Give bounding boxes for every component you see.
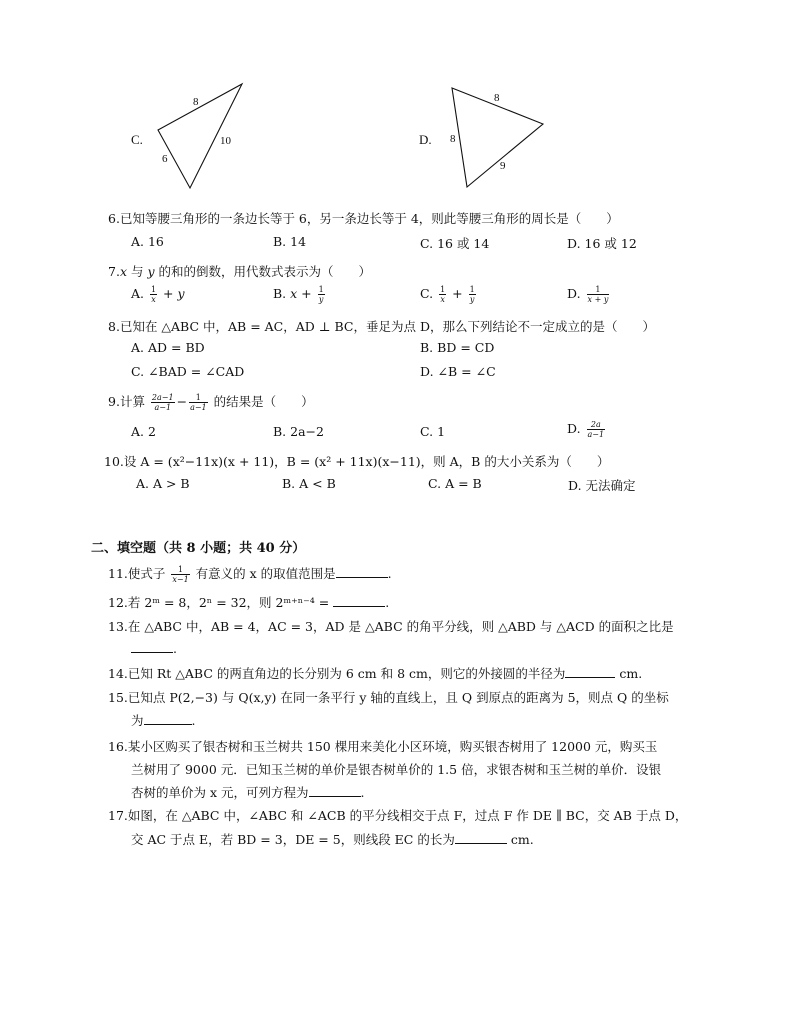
- question-11: 11.使式子 $\frac{1}{x-1}$ 有意义的 x 的取值范围是 .: [108, 565, 392, 584]
- question-15-cont: 为 .: [131, 713, 196, 728]
- q8-option-b: B. BD = CD: [420, 340, 495, 355]
- triangle-d-side-left: 8: [450, 133, 456, 145]
- question-15: 15.已知点 P(2,−3) 与 Q(x,y) 在同一条平行 y 轴的直线上，且 Q 到原点的距离为 5，则点 Q 的坐标: [108, 690, 669, 705]
- triangle-c-figure: [150, 80, 250, 195]
- triangle-c-side-top: 8: [193, 96, 199, 108]
- question-13: 13.在 △ABC 中，AB = 4，AC = 3，AD 是 △ABC 的角平分线，则 △ABD 与 △ACD 的面积之比是: [108, 619, 674, 634]
- q6-option-a: A. 16: [131, 234, 164, 249]
- question-17: 17.如图，在 △ABC 中，∠ABC 和 ∠ACB 的平分线相交于点 F，过点 F 作 DE ∥ BC，交 AB 于点 D，: [108, 808, 688, 823]
- q10-option-d: D. 无法确定: [568, 478, 636, 493]
- answer-blank-16[interactable]: [309, 786, 361, 797]
- q8-option-c: C. ∠BAD = ∠CAD: [131, 364, 245, 379]
- triangle-d-side-right: 9: [500, 160, 506, 172]
- q7-var-y: y: [147, 264, 155, 279]
- q10-option-c: C. A = B: [428, 476, 482, 491]
- q8-option-d: D. ∠B = ∠C: [420, 364, 496, 379]
- question-14: 14.已知 Rt △ABC 的两直角边的长分别为 6 cm 和 8 cm，则它的外接圆的半径为 cm.: [108, 666, 643, 681]
- question-6: [108, 209, 619, 227]
- answer-blank-13[interactable]: [131, 642, 173, 653]
- q7-option-a: A. $\frac{1}{x}$ + y: [131, 285, 185, 304]
- question-7-text: 的和的倒数，用代数式表示为（ ）: [154, 264, 371, 279]
- q9-option-b: B. 2a−2: [273, 424, 324, 439]
- option-d-label: D.: [419, 132, 432, 147]
- question-8-number: 8.: [108, 319, 120, 334]
- q8-option-a: A. AD = BD: [131, 340, 205, 355]
- question-6-text: 已知等腰三角形的一条边长等于 6，另一条边长等于 4，则此等腰三角形的周长是（ ）: [119, 211, 619, 226]
- triangle-c-side-right: 10: [220, 135, 231, 147]
- answer-blank-17[interactable]: [455, 833, 507, 844]
- q6-option-c: C. 16 或 14: [420, 236, 490, 251]
- question-7-number: 7.: [108, 264, 120, 279]
- answer-blank-11[interactable]: [336, 567, 388, 578]
- q7-option-b: B. x + $\frac{1}{y}$: [273, 285, 324, 304]
- question-16-line3: 杏树的单价为 x 元，可列方程为 .: [131, 785, 365, 800]
- q9-option-d: D. $\frac{2a}{a-1}$: [567, 420, 605, 439]
- question-8: [108, 317, 655, 335]
- q7-and: 与: [127, 264, 148, 279]
- option-c-label: C.: [131, 132, 143, 147]
- section-heading: 二、填空题（共 8 小题；共 40 分）: [91, 541, 306, 556]
- q10-option-a: A. A > B: [136, 476, 190, 491]
- q6-option-d: D. 16 或 12: [567, 236, 637, 251]
- question-6-number: 6.: [108, 211, 120, 226]
- question-10: 10.设 A = (x²−11x)(x + 11)，B = (x² + 11x)(x−11)，则 A，B 的大小关系为（ ）: [104, 454, 610, 469]
- answer-blank-15[interactable]: [144, 714, 192, 725]
- question-8-text: 已知在 △ABC 中，AB = AC，AD ⊥ BC，垂足为点 D，那么下列结论不一定成立的是（ ）: [119, 319, 655, 334]
- question-9: 9.计算 $\frac{2a-1}{a-1}$ − $\frac{1}{a-1}$ 的结果是（ ）: [108, 393, 314, 412]
- question-16: 16.某小区购买了银杏树和玉兰树共 150 棵用来美化小区环境，购买银杏树用了 12000 元，购买玉: [108, 739, 658, 754]
- q9-option-a: A. 2: [131, 424, 156, 439]
- question-12: 12.若 2ᵐ = 8，2ⁿ = 32，则 2ᵐ⁺ⁿ⁻⁴ = .: [108, 595, 390, 610]
- q7-var-x: x: [119, 264, 127, 279]
- question-13-cont: .: [131, 641, 177, 656]
- answer-blank-14[interactable]: [565, 667, 615, 678]
- q9-option-c: C. 1: [420, 424, 446, 439]
- q6-option-b: B. 14: [273, 234, 307, 249]
- q7-option-c: C. $\frac{1}{x}$ + $\frac{1}{y}$: [420, 285, 475, 304]
- question-7: [108, 262, 371, 280]
- question-17-cont: 交 AC 于点 E，若 BD = 3，DE = 5，则线段 EC 的长为 cm.: [131, 832, 534, 847]
- triangle-d-side-top: 8: [494, 92, 500, 104]
- answer-blank-12[interactable]: [333, 596, 385, 607]
- q10-option-b: B. A < B: [282, 476, 336, 491]
- q7-option-d: D. $\frac{1}{x + y}$: [567, 285, 609, 304]
- question-16-line2: 兰树用了 9000 元．已知玉兰树的单价是银杏树单价的 1.5 倍，求银杏树和玉兰树的单价．设银: [131, 762, 662, 777]
- triangle-c-side-left: 6: [162, 153, 168, 165]
